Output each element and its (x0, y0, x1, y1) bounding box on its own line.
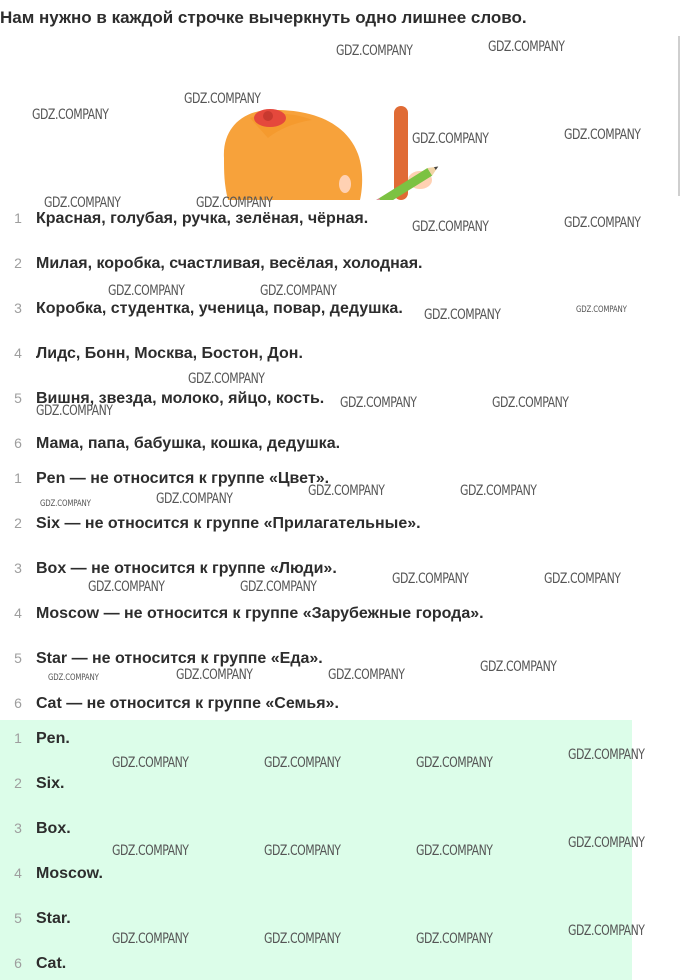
row-text: Box — не относится к группе «Люди». (36, 560, 337, 577)
row-number: 4 (14, 605, 22, 621)
row-number: 2 (14, 255, 22, 271)
row-text: Moscow. (36, 865, 103, 882)
watermark: GDZ.COMPANY (48, 673, 99, 683)
watermark: GDZ.COMPANY (112, 931, 189, 947)
answer-row (0, 815, 71, 841)
watermark: GDZ.COMPANY (112, 755, 189, 771)
row-number: 3 (14, 560, 22, 576)
row-number: 6 (14, 695, 22, 711)
watermark: GDZ.COMPANY (480, 659, 557, 675)
watermark: GDZ.COMPANY (416, 755, 493, 771)
watermark: GDZ.COMPANY (188, 371, 265, 387)
row-number: 5 (14, 910, 22, 926)
watermark: GDZ.COMPANY (264, 931, 341, 947)
exercise-row (0, 340, 303, 366)
row-text: Pen — не относится к группе «Цвет». (36, 470, 330, 487)
explanation-row (0, 510, 421, 536)
watermark: GDZ.COMPANY (576, 305, 627, 315)
watermark: GDZ.COMPANY (460, 483, 537, 499)
watermark: GDZ.COMPANY (308, 483, 385, 499)
watermark: GDZ.COMPANY (40, 499, 91, 509)
watermark: GDZ.COMPANY (416, 843, 493, 859)
watermark: GDZ.COMPANY (488, 39, 565, 55)
watermark: GDZ.COMPANY (44, 195, 121, 211)
watermark: GDZ.COMPANY (240, 579, 317, 595)
watermark: GDZ.COMPANY (340, 395, 417, 411)
row-number: 5 (14, 390, 22, 406)
row-number: 1 (14, 730, 22, 746)
watermark: GDZ.COMPANY (568, 747, 645, 763)
watermark: GDZ.COMPANY (568, 835, 645, 851)
watermark: GDZ.COMPANY (492, 395, 569, 411)
watermark: GDZ.COMPANY (544, 571, 621, 587)
row-number: 3 (14, 300, 22, 316)
row-number: 1 (14, 210, 22, 226)
exercise-row (0, 430, 340, 456)
answer-row (0, 905, 71, 931)
watermark: GDZ.COMPANY (564, 127, 641, 143)
watermark: GDZ.COMPANY (424, 307, 501, 323)
watermark: GDZ.COMPANY (336, 43, 413, 59)
explanation-row (0, 465, 329, 491)
watermark: GDZ.COMPANY (328, 667, 405, 683)
row-number: 1 (14, 470, 22, 486)
row-text: Pen. (36, 730, 70, 747)
explanation-row (0, 600, 484, 626)
row-text: Коробка, студентка, ученица, повар, дедушка. (36, 300, 403, 317)
row-text: Moscow — не относится к группе «Зарубежные города». (36, 605, 484, 622)
row-number: 4 (14, 345, 22, 361)
explanation-row (0, 690, 339, 716)
row-text: Лидс, Бонн, Москва, Бостон, Дон. (36, 345, 303, 362)
row-number: 2 (14, 775, 22, 791)
watermark: GDZ.COMPANY (108, 283, 185, 299)
row-text: Star. (36, 910, 71, 927)
watermark: GDZ.COMPANY (36, 403, 113, 419)
watermark: GDZ.COMPANY (156, 491, 233, 507)
row-number: 5 (14, 650, 22, 666)
answer-row (0, 950, 66, 976)
watermark: GDZ.COMPANY (412, 131, 489, 147)
watermark: GDZ.COMPANY (568, 923, 645, 939)
exercise-row (0, 295, 403, 321)
row-number: 6 (14, 435, 22, 451)
row-text: Box. (36, 820, 71, 837)
explanation-row (0, 645, 323, 671)
row-text: Star — не относится к группе «Еда». (36, 650, 323, 667)
watermark: GDZ.COMPANY (392, 571, 469, 587)
row-text: Six. (36, 775, 65, 792)
watermark: GDZ.COMPANY (264, 843, 341, 859)
girl-with-pencil-illustration (220, 98, 450, 200)
task-title: Нам нужно в каждой строчке вычеркнуть одно лишнее слово. (0, 8, 527, 27)
row-text: Вишня, звезда, молоко, яйцо, кость. (36, 390, 325, 407)
watermark: GDZ.COMPANY (112, 843, 189, 859)
watermark: GDZ.COMPANY (412, 219, 489, 235)
row-text: Мама, папа, бабушка, кошка, дедушка. (36, 435, 341, 452)
row-text: Cat. (36, 955, 67, 972)
watermark: GDZ.COMPANY (176, 667, 253, 683)
row-text: Красная, голубая, ручка, зелёная, чёрная. (36, 210, 369, 227)
watermark: GDZ.COMPANY (260, 283, 337, 299)
watermark: GDZ.COMPANY (264, 755, 341, 771)
watermark: GDZ.COMPANY (416, 931, 493, 947)
row-text: Cat — не относится к группе «Семья». (36, 695, 339, 712)
answer-row (0, 770, 64, 796)
row-text: Милая, коробка, счастливая, весёлая, холодная. (36, 255, 423, 272)
answer-row (0, 860, 103, 886)
watermark: GDZ.COMPANY (196, 195, 273, 211)
watermark: GDZ.COMPANY (564, 215, 641, 231)
row-number: 3 (14, 820, 22, 836)
watermark: GDZ.COMPANY (184, 91, 261, 107)
row-number: 4 (14, 865, 22, 881)
row-number: 6 (14, 955, 22, 971)
exercise-row (0, 250, 422, 276)
watermark: GDZ.COMPANY (32, 107, 109, 123)
row-number: 2 (14, 515, 22, 531)
answer-row (0, 725, 70, 751)
row-text: Six — не относится к группе «Прилагательные». (36, 515, 421, 532)
watermark: GDZ.COMPANY (88, 579, 165, 595)
explanation-row (0, 555, 337, 581)
